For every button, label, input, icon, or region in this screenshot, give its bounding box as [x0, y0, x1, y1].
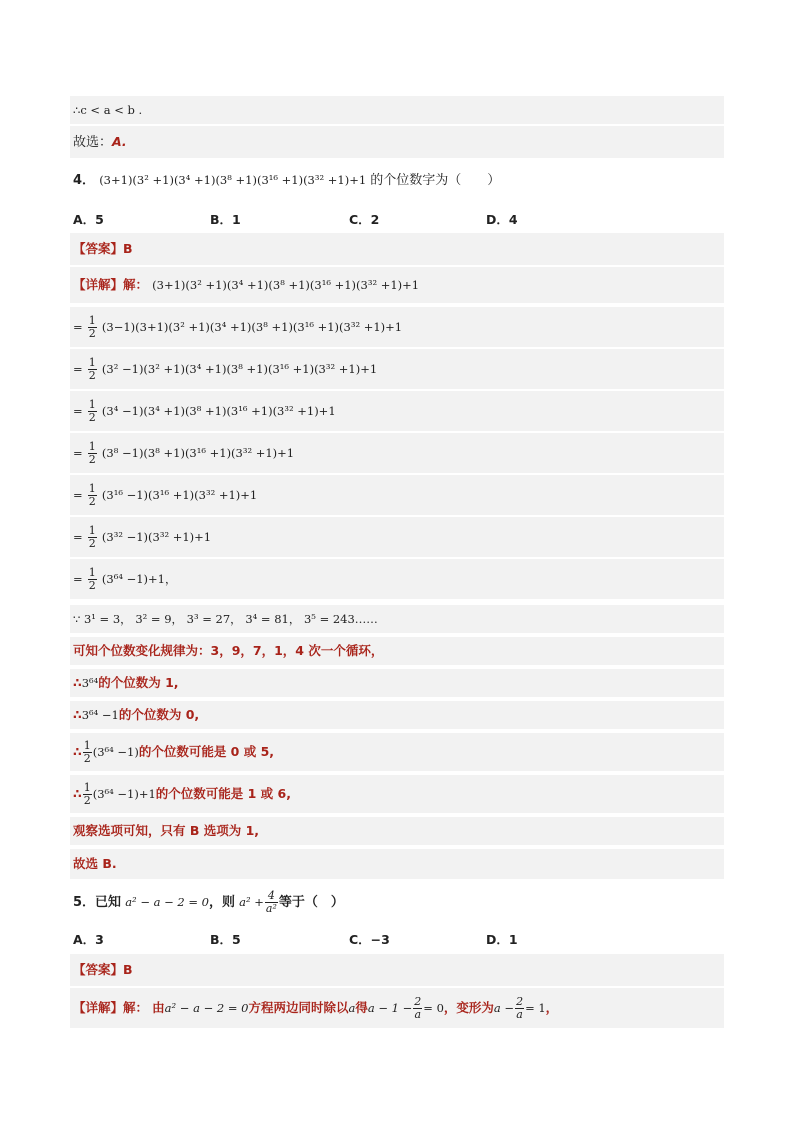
powers-text: ∵ 3¹ = 3， 3² = 9， 3³ = 27， 3⁴ = 81， 3⁵ = 243……	[73, 612, 378, 626]
detail-expression: = 1	[525, 1001, 546, 1015]
fraction-numerator: 1	[88, 566, 96, 579]
detail-variable: a	[348, 1001, 356, 1015]
fraction-four-over-a-squared	[265, 890, 278, 915]
fraction-two-over-a	[515, 996, 524, 1021]
fraction-numerator: 4	[267, 889, 275, 902]
step-expression: (3² −1)(3² +1)(3⁴ +1)(3⁸ +1)(3¹⁶ +1)(3³² +1)+1	[101, 362, 378, 376]
therefore-sign: ∴	[73, 786, 82, 801]
step-line	[70, 475, 724, 515]
conclusion-text: ∴c < a < b .	[73, 103, 143, 117]
fraction-denominator: 2	[88, 579, 96, 592]
step-line	[70, 559, 724, 599]
option-a: A．5	[73, 212, 104, 227]
answer-label: 【答案】B	[73, 241, 133, 256]
question-4	[70, 168, 724, 192]
fraction-denominator: a²	[265, 902, 277, 915]
fraction-denominator: 2	[88, 411, 96, 424]
option-d: D．1	[486, 932, 518, 947]
equals-sign: =	[73, 446, 83, 460]
fraction-numerator: 1	[88, 524, 96, 537]
observe-line	[70, 817, 724, 845]
question-5	[70, 884, 724, 920]
detail-expression: = 0	[423, 1001, 444, 1015]
detail-text: 由	[152, 1000, 165, 1015]
detail-expression: a −	[493, 1001, 515, 1015]
question-text: 的个位数字为（ ）	[370, 173, 501, 188]
equals-sign: =	[73, 530, 83, 544]
step-line	[70, 433, 724, 473]
conclusion-text: 的个位数可能是 0 或 5,	[138, 744, 275, 759]
fraction-numerator: 1	[88, 482, 96, 495]
therefore-sign: ∴	[73, 675, 82, 690]
fraction-numerator: 1	[88, 440, 96, 453]
fraction-half	[83, 782, 92, 807]
fraction-numerator: 1	[83, 739, 91, 752]
answer-label: 【答案】B	[73, 962, 133, 977]
option-c: C．−3	[349, 932, 390, 947]
detail-text: ，	[545, 1000, 559, 1015]
fraction-half	[88, 441, 97, 466]
fraction-numerator: 1	[88, 356, 96, 369]
therefore-sign: ∴	[73, 744, 82, 759]
question-4-options	[70, 210, 724, 230]
detail-text: 得	[355, 1000, 368, 1015]
question-number: 4．	[73, 173, 96, 188]
fraction-numerator: 1	[83, 781, 91, 794]
answer-line	[70, 233, 724, 265]
conclusion-line	[70, 733, 724, 771]
question-text: 等于（ ）	[278, 895, 344, 910]
detail-text: ，变形为	[443, 1000, 494, 1015]
fraction-denominator: 2	[88, 327, 96, 340]
fraction-numerator: 2	[516, 995, 524, 1008]
cycle-line	[70, 637, 724, 665]
detail-line	[70, 267, 724, 303]
observe-text: 观察选项可知，只有 B 选项为 1,	[73, 823, 260, 838]
conclusion-expression: (3⁶⁴ −1)+1	[92, 787, 156, 801]
option-d: D．4	[486, 212, 518, 227]
detail-text: 方程两边同时除以	[248, 1000, 349, 1015]
choice-label: 故选：	[73, 135, 113, 150]
equals-sign: =	[73, 320, 83, 334]
fraction-denominator: 2	[88, 369, 96, 382]
step-line	[70, 307, 724, 347]
detail-expression: a − 1 −	[367, 1001, 413, 1015]
fraction-denominator: 2	[83, 794, 91, 807]
conclusion-line	[70, 775, 724, 813]
step-line	[70, 517, 724, 557]
question-number: 5．	[73, 895, 96, 910]
equals-sign: =	[73, 488, 83, 502]
fraction-numerator: 1	[88, 314, 96, 327]
detail-equation: a² − a − 2 = 0	[164, 1001, 249, 1015]
equals-sign: =	[73, 404, 83, 418]
option-a: A．3	[73, 932, 104, 947]
fraction-half	[88, 315, 97, 340]
conclusion-expression: 3⁶⁴	[81, 676, 99, 690]
conclusion-text: 的个位数为 1,	[98, 675, 179, 690]
conclusion-text: 的个位数可能是 1 或 6,	[155, 786, 291, 801]
option-c: C．2	[349, 212, 380, 227]
question-text: 已知	[95, 895, 122, 910]
fraction-half	[88, 483, 97, 508]
question-equation: a² − a − 2 = 0	[125, 895, 209, 909]
fraction-half	[88, 357, 97, 382]
equals-sign: =	[73, 362, 83, 376]
conclusion-text: 的个位数为 0,	[118, 707, 200, 722]
fraction-denominator: a	[516, 1008, 523, 1021]
step-expression: (3−1)(3+1)(3² +1)(3⁴ +1)(3⁸ +1)(3¹⁶ +1)(3³² +1)+1	[101, 320, 403, 334]
step-line	[70, 391, 724, 431]
choice-answer: A.	[112, 134, 127, 149]
question-expression: a² +	[239, 895, 264, 909]
fraction-two-over-a	[413, 996, 422, 1021]
fraction-denominator: 2	[83, 752, 91, 765]
step-expression: (3⁴ −1)(3⁴ +1)(3⁸ +1)(3¹⁶ +1)(3³² +1)+1	[101, 404, 336, 418]
question-expression: (3+1)(3² +1)(3⁴ +1)(3⁸ +1)(3¹⁶ +1)(3³² +1)+1	[99, 173, 367, 187]
cycle-text: 可知个位数变化规律为：3，9，7，1，4 次一个循环，	[73, 643, 384, 658]
fraction-half	[88, 399, 97, 424]
detail-label: 【详解】解：	[73, 277, 149, 292]
detail-expression: (3+1)(3² +1)(3⁴ +1)(3⁸ +1)(3¹⁶ +1)(3³² +1)+1	[152, 278, 420, 292]
fraction-denominator: 2	[88, 453, 96, 466]
conclusion-line	[70, 701, 724, 729]
step-line	[70, 349, 724, 389]
question-text: ，则	[209, 895, 236, 910]
question-5-options	[70, 930, 724, 950]
fraction-half	[88, 567, 97, 592]
conclusion-expression: 3⁶⁴ −1	[81, 708, 119, 722]
therefore-sign: ∴	[73, 707, 82, 722]
fraction-denominator: 2	[88, 537, 96, 550]
solution-line	[70, 96, 724, 124]
solution-line	[70, 126, 724, 158]
fraction-half	[88, 525, 97, 550]
step-expression: (3³² −1)(3³² +1)+1	[101, 530, 212, 544]
fraction-denominator: a	[414, 1008, 422, 1021]
fraction-numerator: 1	[88, 398, 96, 411]
option-b: B．5	[210, 932, 241, 947]
detail-label: 【详解】解：	[73, 1000, 149, 1015]
fraction-denominator: 2	[88, 495, 96, 508]
powers-line	[70, 605, 724, 633]
fraction-half	[83, 740, 92, 765]
final-line	[70, 849, 724, 879]
step-expression: (3⁶⁴ −1)+1，	[101, 572, 177, 586]
fraction-numerator: 2	[414, 995, 422, 1008]
conclusion-expression: (3⁶⁴ −1)	[92, 745, 139, 759]
step-expression: (3¹⁶ −1)(3¹⁶ +1)(3³² +1)+1	[101, 488, 258, 502]
step-expression: (3⁸ −1)(3⁸ +1)(3¹⁶ +1)(3³² +1)+1	[101, 446, 295, 460]
option-b: B．1	[210, 212, 241, 227]
detail-line	[70, 988, 724, 1028]
conclusion-line	[70, 669, 724, 697]
answer-line	[70, 954, 724, 986]
equals-sign: =	[73, 572, 83, 586]
final-text: 故选 B.	[73, 856, 117, 871]
